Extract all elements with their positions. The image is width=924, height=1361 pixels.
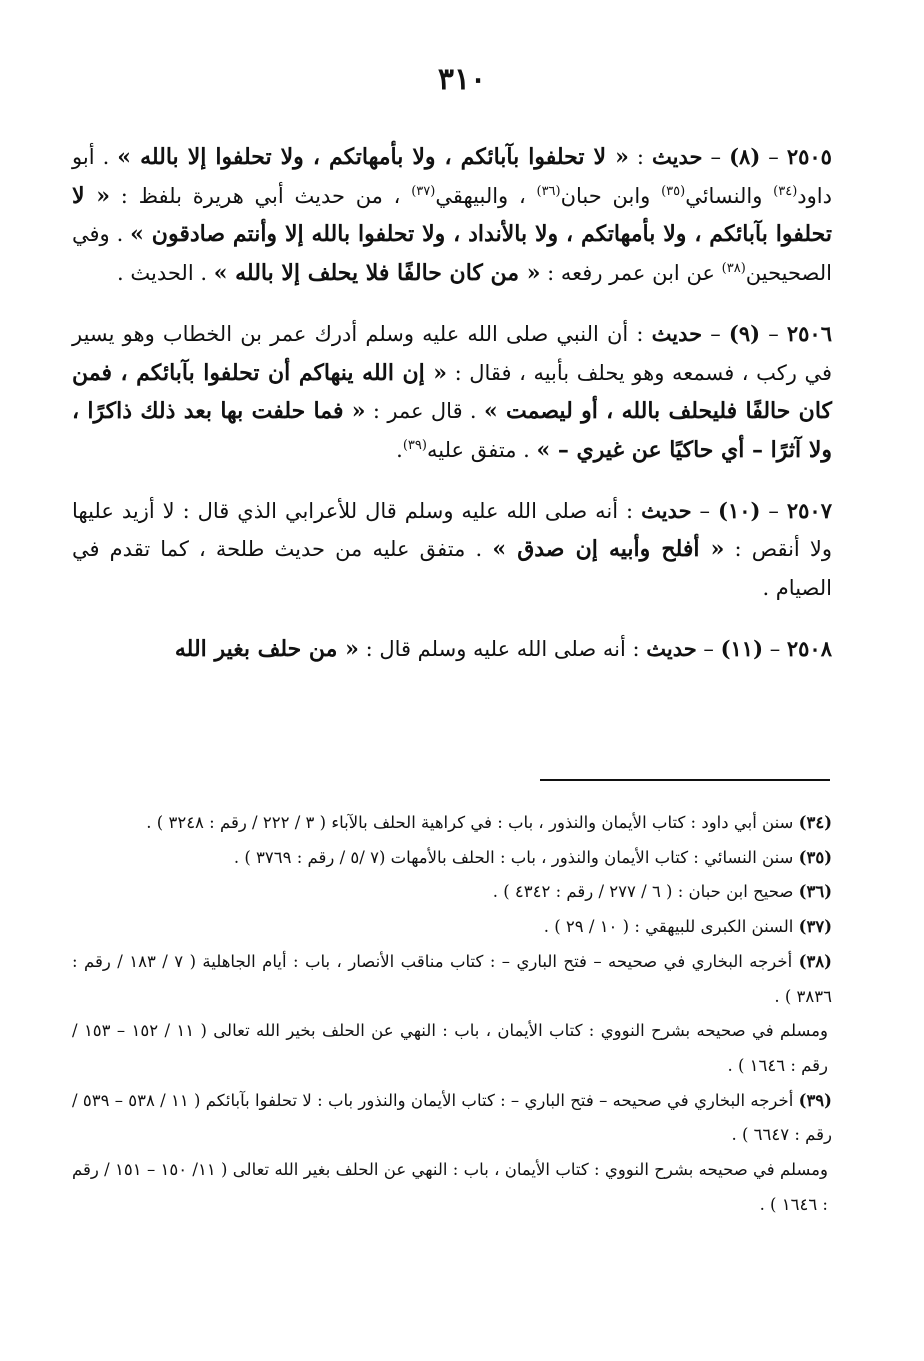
hadith-quote: « لا تحلفوا بآبائكم ، ولا بأمهاتكم ، ولا بالأنداد ، ولا تحلفوا بالله إلا وأنتم صادقون » <box>72 182 832 248</box>
footnote-number: (٣٥) <box>798 847 832 867</box>
hadith-text: . متفق عليه <box>426 437 530 462</box>
footnote <box>72 945 832 1014</box>
hadith-text: والنسائي <box>685 183 763 208</box>
footnote-number: (٣٨) <box>798 951 832 971</box>
footnote-text: ومسلم في صحيحه بشرح النووي : كتاب الأيمان ، باب : النهي عن الحلف بغير الله تعالى ( ١١/ ١٥٠ – ١٥١ / رقم : ١٦٤٦ ) . <box>72 1160 828 1214</box>
footnotes <box>72 806 832 1222</box>
hadith-text: . الحديث . <box>117 261 208 286</box>
footnote-ref: (٣٥) <box>661 183 686 199</box>
hadith-text: . أبو داود <box>72 145 832 208</box>
footnote-text: السنن الكبرى للبيهقي : ( ١٠ / ٢٩ ) . <box>543 917 794 937</box>
hadith-2507: ٢٥٠٧ – (١٠) – حديث : أنه صلى الله عليه وسلم قال للأعرابي الذي قال : لا أزيد عليها ولا أنقص : « أفلح وأبيه إن صدق » . متفق عليه من حديث طلحة ، كما تقدم في الصيام . <box>72 497 832 601</box>
hadith-number: ٢٥٠٥ <box>786 144 832 169</box>
hadith-text: . <box>396 437 403 462</box>
hadith-quote: « فما حلفت بها بعد ذلك ذاكرًا ، ولا آثرًا – أي حاكيًا عن غيري – » <box>72 398 832 463</box>
footnote <box>72 910 832 945</box>
main-text <box>72 138 832 690</box>
hadith-label: حديث <box>646 635 697 661</box>
hadith-index: (١٠) <box>718 497 761 523</box>
footnote <box>72 875 832 910</box>
hadith-text: . متفق عليه من حديث طلحة ، كما تقدم في الصيام . <box>72 537 832 601</box>
page-number: ٣١٠ <box>437 62 487 97</box>
hadith-label: حديث <box>651 320 703 346</box>
hadith-label: حديث <box>652 144 703 169</box>
footnote-text: أخرجه البخاري في صحيحه – فتح الباري – : كتاب مناقب الأنصار ، باب : أيام الجاهلية ( ٧ / ١٨٣ / رقم : ٣٨٣٦ ) . <box>72 951 832 1006</box>
footnote-text: صحيح ابن حبان : ( ٦ / ٢٧٧ / رقم : ٤٣٤٢ ) . <box>492 882 794 902</box>
footnote <box>72 1084 832 1153</box>
hadith-text: ، والبيهقي <box>435 183 526 208</box>
hadith-index: (٩) <box>728 320 761 346</box>
footnote-ref: (٣٩) <box>402 437 427 453</box>
footnote-text: أخرجه البخاري في صحيحه – فتح الباري – : كتاب الأيمان والنذور باب : لا تحلفوا بآبائكم ( ١١ / ٥٣٨ – ٥٣٩ / رقم : ٦٦٤٧ ) . <box>72 1090 832 1145</box>
footnote-ref: (٣٦) <box>536 183 561 199</box>
footnote-number: (٣٤) <box>798 813 832 832</box>
footnote-text: سنن أبي داود : كتاب الأيمان والنذور ، باب : في كراهية الحلف بالآباء ( ٣ / ٢٢٢ / رقم : ٣٢٤٨ ) . <box>146 813 794 832</box>
hadith-quote: « إن الله ينهاكم أن تحلفوا بآبائكم ، فمن كان حالفًا فليحلف بالله ، أو ليصمت » <box>72 359 832 425</box>
hadith-2506: ٢٥٠٦ – (٩) – حديث : أن النبي صلى الله عليه وسلم أدرك عمر بن الخطاب وهو يسير في ركب ، فسمعه وهو يحلف بأبيه ، فقال : « إن الله ينهاكم أن تحلفوا بآبائكم ، فمن كان حالفًا فليحلف بالله ، أو ليصمت » . قال عمر : « فما حلفت بها بعد ذلك ذاكرًا ، ولا آثرًا – أي حاكيًا عن غيري – » . متفق عليه$^{(٣٩)}$. <box>72 320 832 463</box>
footnote-text: سنن النسائي : كتاب الأيمان والنذور ، باب : الحلف بالأمهات (٧ /٥ / رقم : ٣٧٦٩ ) . <box>233 847 794 867</box>
footnote <box>72 1153 832 1222</box>
hadith-text: : أن النبي صلى الله عليه وسلم أدرك عمر بن الخطاب وهو يسير في ركب ، فسمعه وهو يحلف بأبيه ، فقال : <box>72 321 832 385</box>
hadith-text: عن ابن عمر رفعه : <box>547 261 715 286</box>
hadith-text: وابن حبان <box>560 183 651 208</box>
hadith-number: ٢٥٠٨ <box>786 635 832 661</box>
footnote <box>72 1014 832 1083</box>
hadith-text: ، من حديث أبي هريرة بلفظ : <box>120 183 401 208</box>
hadith-2505: ٢٥٠٥ – (٨) – حديث : « لا تحلفوا بآبائكم ، ولا بأمهاتكم ، ولا تحلفوا إلا بالله » . أبو داود$^{(٣٤)}$ والنسائي$^{(٣٥)}$ وابن حبان$^{(٣٦)}$ ، والبيهقي$^{(٣٧)}$ ، من حديث أبي هريرة بلفظ : « لا تحلفوا بآبائكم ، ولا بأمهاتكم ، ولا بالأنداد ، ولا تحلفوا بالله إلا وأنتم صادقون » . وفي الصحيحين$^{(٣٨)}$ عن ابن عمر رفعه : « من كان حالفًا فلا يحلف إلا بالله » . الحديث . <box>72 144 832 287</box>
footnote <box>72 806 832 841</box>
hadith-text: . قال عمر : <box>372 399 477 424</box>
footnote-ref: (٣٧) <box>411 183 436 199</box>
hadith-quote: « لا تحلفوا بآبائكم ، ولا بأمهاتكم ، ولا تحلفوا إلا بالله » <box>117 144 629 170</box>
footnote-number: (٣٩) <box>798 1090 832 1110</box>
footnote-divider <box>540 779 830 781</box>
hadith-number: ٢٥٠٧ <box>786 497 832 523</box>
hadith-2508: ٢٥٠٨ – (١١) – حديث : أنه صلى الله عليه وسلم قال : « من حلف بغير الله <box>174 635 832 662</box>
footnote-number: (٣٦) <box>798 882 832 902</box>
hadith-label: حديث <box>641 497 692 523</box>
footnote-ref: (٣٤) <box>773 183 798 199</box>
hadith-quote: « من حلف بغير الله <box>174 635 359 662</box>
hadith-quote: « أفلح وأبيه إن صدق » <box>492 536 725 563</box>
footnote-number: (٣٧) <box>798 917 832 937</box>
hadith-text: . وفي الصحيحين <box>72 222 832 286</box>
footnote-ref: (٣٨) <box>721 261 746 277</box>
hadith-quote: « من كان حالفًا فلا يحلف إلا بالله » <box>213 260 541 287</box>
hadith-number: ٢٥٠٦ <box>786 320 832 346</box>
hadith-text: : أنه صلى الله عليه وسلم قال للأعرابي الذي قال : لا أزيد عليها ولا أنقص : <box>72 498 832 562</box>
hadith-index: (١١) <box>720 635 764 661</box>
footnote-text: ومسلم في صحيحه بشرح النووي : كتاب الأيمان ، باب : النهي عن الحلف بخير الله تعالى ( ١١ / ١٥٢ – ١٥٣ / رقم : ١٦٤٦ ) . <box>72 1021 828 1075</box>
hadith-index: (٨) <box>729 144 761 169</box>
hadith-text: : أنه صلى الله عليه وسلم قال : <box>365 636 640 661</box>
footnote <box>72 841 832 876</box>
